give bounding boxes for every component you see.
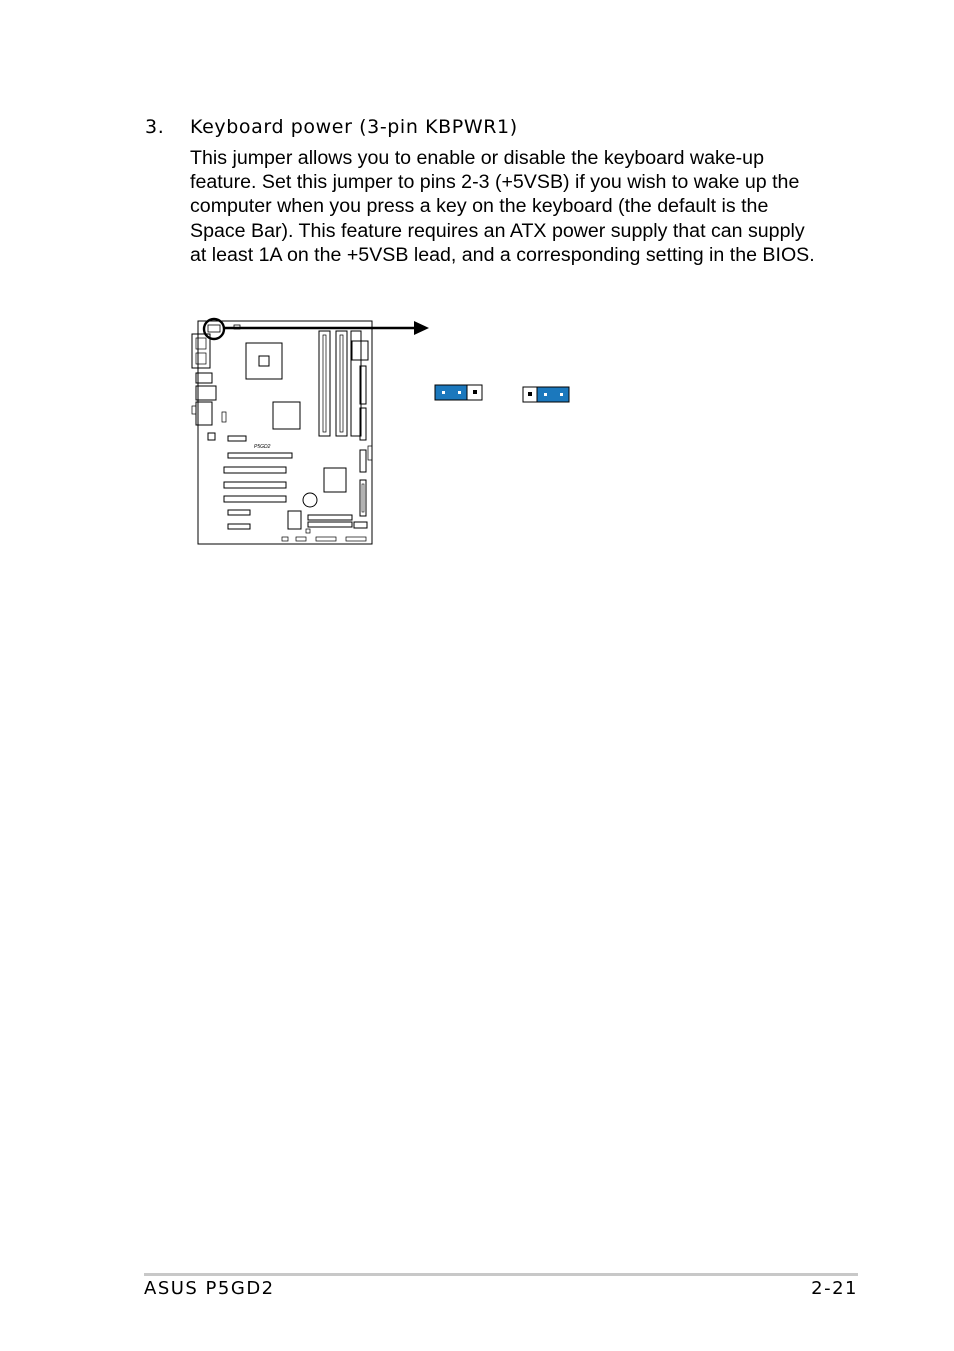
- pcie-x16-slot: [228, 453, 292, 458]
- footer-product-name: ASUS P5GD2: [144, 1278, 275, 1299]
- section-paragraph: This jumper allows you to enable or disable the keyboard wake-up feature. Set this jumper to pins 2-3 (+5VSB) if you wish to wake up the computer when you press a key on the keyboard (the default is the Space Bar). This feature requires an ATX power supply that can supply at least 1A on the +5VSB lead, and a corresponding setting in the BIOS.: [190, 147, 815, 266]
- io-connector-lan: [196, 386, 216, 400]
- kbpwr1-highlight-circle: [204, 319, 224, 339]
- cpu-socket: [246, 343, 282, 379]
- north-bridge-chip: [273, 402, 300, 429]
- section-title: Keyboard power (3-pin KBPWR1): [190, 116, 518, 138]
- board-logo: P5GD2: [254, 444, 271, 450]
- atx-power-connector: [352, 341, 368, 360]
- io-connector-ps2: [192, 334, 210, 368]
- cmos-battery: [303, 493, 317, 507]
- jumper-setting-pins-1-2: [435, 385, 482, 400]
- dimm-slot-2: [336, 331, 347, 436]
- section-number: 3.: [145, 116, 165, 138]
- pci-slot-2: [224, 482, 286, 488]
- kbpwr1-location-diagram: [186, 310, 586, 550]
- footer-page-number: 2-21: [811, 1278, 858, 1299]
- pcie-x1-slot: [228, 436, 246, 441]
- pointer-arrowhead: [414, 321, 429, 335]
- dimm-slot-1: [319, 331, 330, 436]
- motherboard-outline: [198, 321, 372, 544]
- jumper-setting-pins-2-3: [523, 387, 569, 402]
- pci-slot-3: [224, 496, 286, 502]
- pci-slot-1: [224, 467, 286, 473]
- footer-divider: [144, 1273, 858, 1276]
- south-bridge-chip: [324, 468, 346, 492]
- section-heading: [145, 116, 518, 138]
